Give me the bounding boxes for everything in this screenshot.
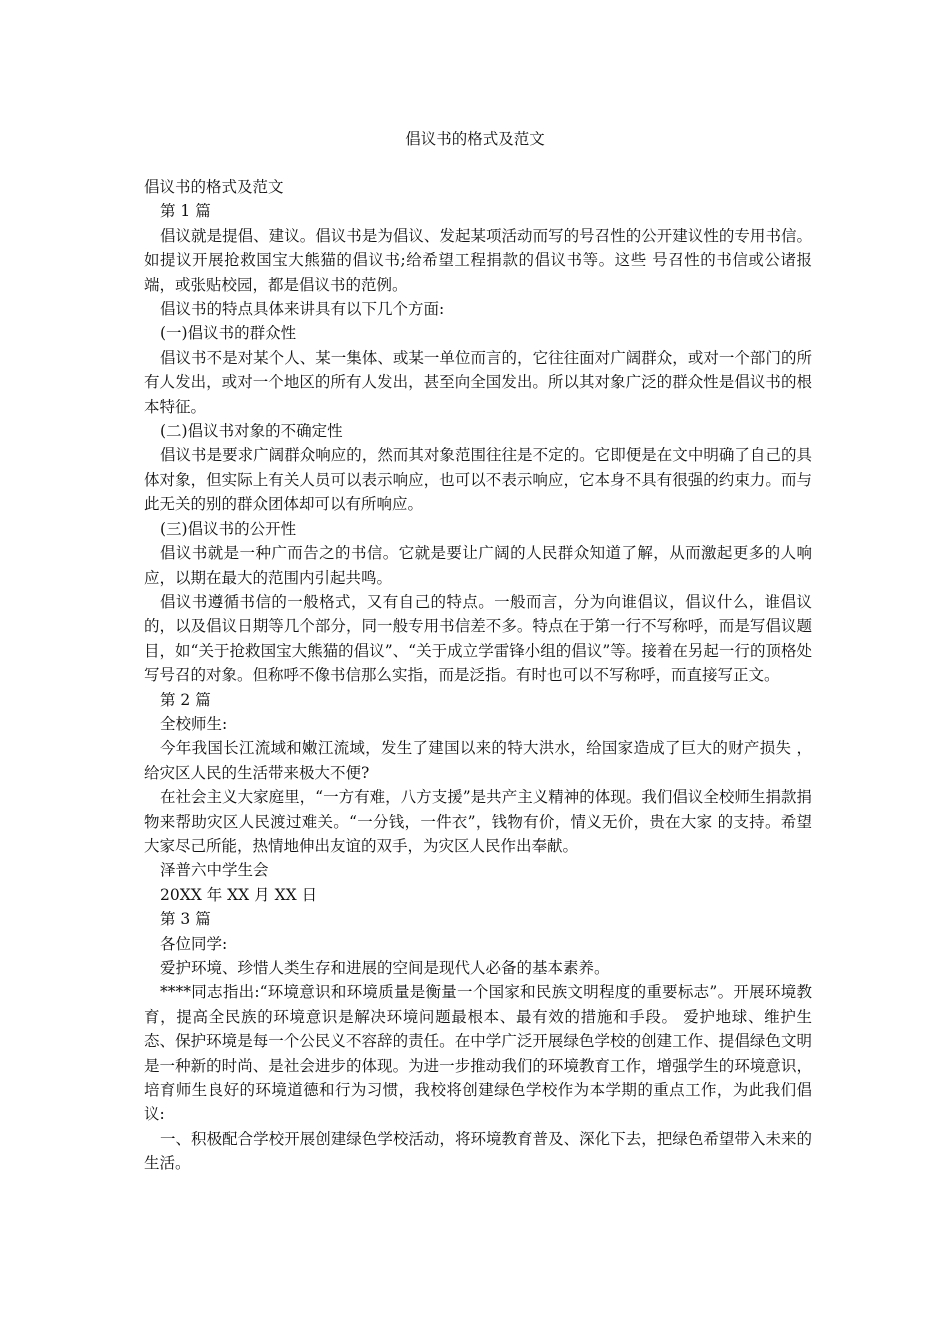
- paragraph: 在社会主义大家庭里，“一方有难，八方支援”是共产主义精神的体现。我们倡议全校师生捐款捐物来帮助灾区人民渡过难关。“一分钱，一件衣”，钱物有价，情义无价，贵在大家 的支持。希望大家尽己所能，热情地伸出友谊的双手，为灾区人民作出奉献。: [144, 788, 812, 855]
- paragraph: 第 1 篇: [160, 202, 211, 221]
- paragraph: 倡议书是要求广阔群众响应的，然而其对象范围往往是不定的。它即便是在文中明确了自己的具体对象，但实际上有关人员可以表示响应，也可以不表示响应，它本身不具有很强的约束力。而与此无关的别的群众团体却可以有所响应。: [144, 446, 812, 514]
- document-body: [144, 175, 812, 1176]
- paragraph: 一、积极配合学校开展创建绿色学校活动，将环境教育普及、深化下去，把绿色希望带入未来的生活。: [144, 1129, 812, 1173]
- paragraph: ****同志指出:“环境意识和环境质量是衡量一个国家和民族文明程度的重要标志”。开展环境教育，提高全民族的环境意识是解决环境问题最根本、最有效的措施和手段。 爱护地球、维护生态、保护环境是每一个公民义不容辞的责任。在中学广泛开展绿色学校的创建工作、提倡绿色文明是一种新的时尚、是社会进步的体现。为进一步推动我们的环境教育工作，增强学生的环境意识，培育师生良好的环境道德和行为习惯，我校将创建绿色学校作为本学期的重点工作，为此我们倡议:: [144, 983, 812, 1124]
- paragraph: 20XX 年 XX 月 XX 日: [160, 885, 318, 904]
- paragraph: (二)倡议书对象的不确定性: [160, 422, 343, 441]
- paragraph: 第 2 篇: [160, 690, 211, 709]
- paragraph: 全校师生:: [160, 714, 228, 733]
- paragraph: 倡议书的格式及范文: [144, 178, 284, 196]
- paragraph: 倡议书遵循书信的一般格式，又有自己的特点。一般而言，分为向谁倡议，倡议什么，谁倡议的，以及倡议日期等几个部分，同一般专用书信差不多。特点在于第一行不写称呼，而是写倡议题目，如“关于抢救国宝大熊猫的倡议”、“关于成立学雷锋小组的倡议”等。接着在另起一行的顶格处写号召的对象。但称呼不像书信那么实指，而是泛指。有时也可以不写称呼，而直接写正文。: [144, 592, 812, 685]
- document-title: 倡议书的格式及范文: [405, 130, 545, 148]
- paragraph: 泽普六中学生会: [160, 861, 269, 880]
- paragraph: (一)倡议书的群众性: [160, 324, 297, 343]
- paragraph: (三)倡议书的公开性: [160, 519, 297, 538]
- paragraph: 倡议书的特点具体来讲具有以下几个方面:: [160, 300, 445, 319]
- paragraph: 倡议书不是对某个人、某一集体、或某一单位而言的，它往往面对广阔群众，或对一个部门的所有人发出，或对一个地区的所有人发出，甚至向全国发出。所以其对象广泛的群众性是倡议书的根本特征。: [144, 348, 812, 416]
- paragraph: 各位同学:: [160, 934, 228, 953]
- paragraph: 倡议书就是一种广而告之的书信。它就是要让广阔的人民群众知道了解，从而激起更多的人响应，以期在最大的范围内引起共鸣。: [144, 544, 812, 587]
- paragraph: 爱护环境、珍惜人类生存和进展的空间是现代人必备的基本素养。: [160, 959, 610, 977]
- paragraph: 倡议就是提倡、建议。倡议书是为倡议、发起某项活动而写的号召性的公开建议性的专用书信。如提议开展抢救国宝大熊猫的倡议书;给希望工程捐款的倡议书等。这些 号召性的书信或公诸报端，或张贴校园，都是倡议书的范例。: [144, 226, 812, 294]
- paragraph: 今年我国长江流域和嫩江流域，发生了建国以来的特大洪水，给国家造成了巨大的财产损失 ，给灾区人民的生活带来极大不便?: [144, 739, 812, 782]
- paragraph: 第 3 篇: [160, 910, 211, 929]
